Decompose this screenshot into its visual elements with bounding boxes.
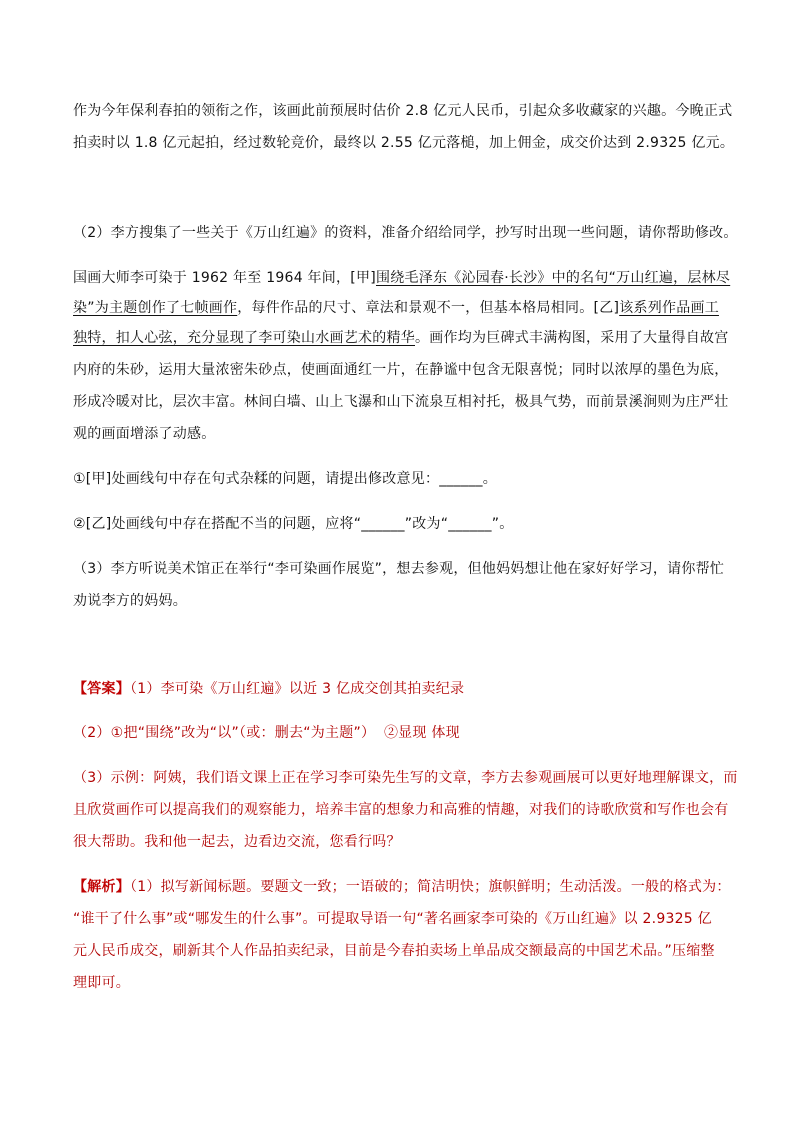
passage-line-4: 内府的朱砂，运用大量浓密朱砂点，使画面通红一片，在静谧中包含无限喜悦；同时以浓厚的墨色为底， bbox=[73, 362, 729, 378]
analysis-line-1 bbox=[73, 877, 731, 897]
underlined-sentence-yi: 该系列作品画工 bbox=[619, 300, 719, 316]
passage-line-2 bbox=[73, 298, 719, 318]
sub-question-2: ②[乙]处画线句中存在搭配不当的问题，应将“______”改为“______”。 bbox=[73, 516, 514, 532]
underlined-sentence-jia: 围绕毛泽东《沁园春·长沙》中的名句“万山红遍，层林尽 bbox=[375, 270, 731, 286]
answer-line-1 bbox=[73, 679, 464, 699]
passage-line-1 bbox=[73, 268, 730, 288]
analysis-text: （1）拟写新闻标题。要题文一致；一语破的；简洁明快；旗帜鲜明；生动活泼。一般的格式为： bbox=[130, 879, 731, 895]
analysis-line-2: “谁干了什么事”或“哪发生的什么事”。可提取导语一句“著名画家李可染的《万山红遍》以 2.9325 亿 bbox=[73, 911, 712, 927]
analysis-line-3: 元人民币成交，刷新其个人作品拍卖纪录，目前是今春拍卖场上单品成交额最高的中国艺术品。”压缩整 bbox=[73, 943, 715, 959]
passage-text: 。画作均为巨碑式丰满构图，采用了大量得自故宫 bbox=[415, 330, 729, 346]
answer-3-line-3: 很大帮助。我和他一起去，边看边交流，您看行吗？ bbox=[73, 834, 401, 850]
passage-line-6: 观的画面增添了动感。 bbox=[73, 426, 216, 442]
answer-3-line-1: （3）示例：阿姨，我们语文课上正在学习李可染先生写的文章，李方去参观画展可以更好地理解课文，而 bbox=[73, 770, 738, 786]
passage-line-5: 形成冷暖对比，层次丰富。林间白墙、山上飞瀑和山下流泉互相衬托，极具气势，而前景溪涧则为庄严壮 bbox=[73, 394, 729, 410]
analysis-line-4: 理即可。 bbox=[73, 975, 130, 991]
passage-text: 国画大师李可染于 1962 年至 1964 年间，[甲] bbox=[73, 270, 376, 286]
intro-line-2: 拍卖时以 1.8 亿元起拍，经过数轮竞价，最终以 2.55 亿元落槌，加上佣金，成交价达到 2.9325 亿元。 bbox=[73, 135, 735, 151]
answer-1: （1）李可染《万山红遍》以近 3 亿成交创其拍卖纪录 bbox=[130, 681, 465, 697]
sub-question-1: ①[甲]处画线句中存在句式杂糅的问题，请提出修改意见：______。 bbox=[73, 471, 497, 487]
question-2-title: （2）李方搜集了一些关于《万山红遍》的资料，准备介绍给同学，抄写时出现一些问题，请你帮助修改。 bbox=[73, 225, 738, 241]
question-3-line-2: 劝说李方的妈妈。 bbox=[73, 593, 187, 609]
underlined-sentence-jia-end: 染”为主题创作了七帧画作 bbox=[73, 300, 238, 316]
question-3-line-1: （3）李方听说美术馆正在举行“李可染画作展览”，想去参观，但他妈妈想让他在家好好学习，请你帮忙 bbox=[73, 561, 725, 577]
answer-2b: ②显现 体现 bbox=[383, 725, 460, 741]
answer-line-2 bbox=[73, 723, 460, 743]
answer-label: 【答案】 bbox=[73, 681, 130, 697]
answer-3-line-2: 且欣赏画作可以提高我们的观察能力，培养丰富的想象力和高雅的情趣，对我们的诗歌欣赏和写作也会有 bbox=[73, 802, 729, 818]
passage-text: ，每件作品的尺寸、章法和景观不一，但基本格局相同。[乙] bbox=[237, 300, 620, 316]
answer-2a: （2）①把“围绕”改为“以”（或：删去“为主题”） bbox=[73, 725, 376, 741]
intro-line-1: 作为今年保利春拍的领衔之作，该画此前预展时估价 2.8 亿元人民币，引起众多收藏家的兴趣。今晚正式 bbox=[73, 103, 733, 119]
underlined-sentence-yi-end: 独特，扣人心弦，充分显现了李可染山水画艺术的精华 bbox=[73, 330, 415, 346]
analysis-label: 【解析】 bbox=[73, 879, 130, 895]
passage-line-3 bbox=[73, 328, 729, 348]
